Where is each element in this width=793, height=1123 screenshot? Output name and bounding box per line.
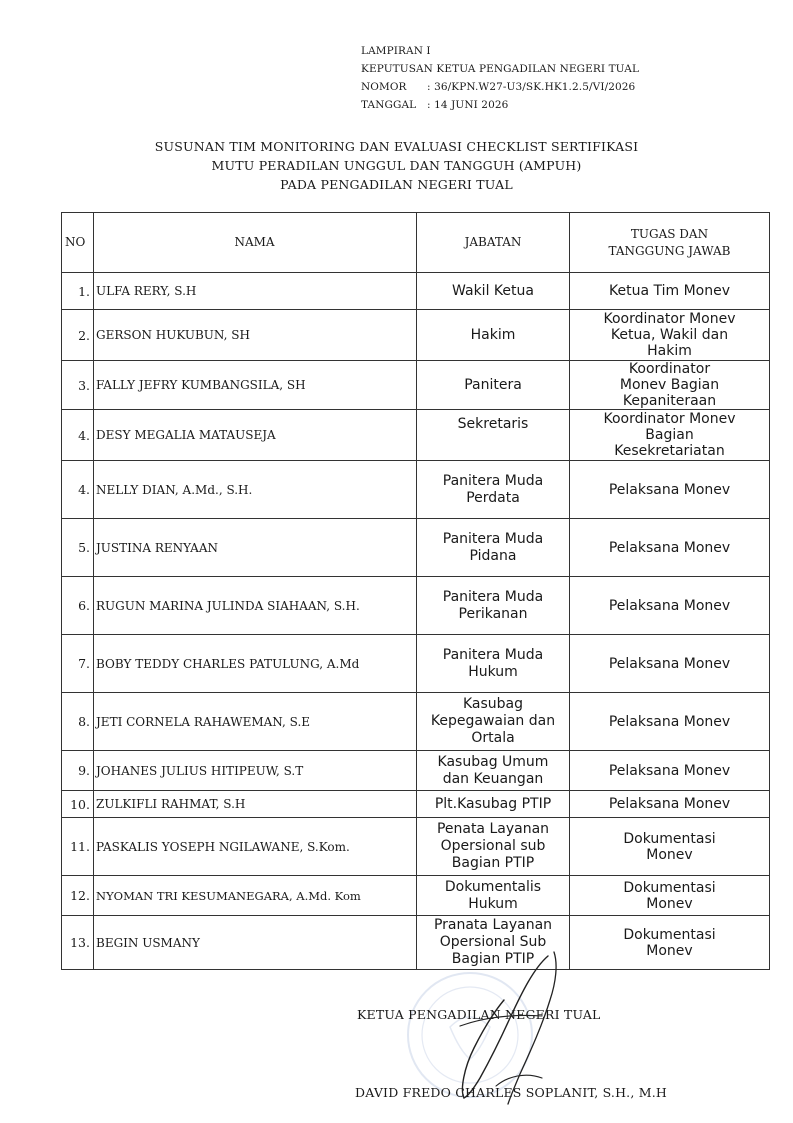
cell-tugas: Pelaksana Monev: [570, 751, 770, 791]
cell-tugas: Pelaksana Monev: [570, 577, 770, 635]
cell-nama: JOHANES JULIUS HITIPEUW, S.T: [94, 751, 417, 791]
table-row: [62, 791, 770, 818]
header-tugas: [570, 213, 770, 273]
cell-no: 6.: [62, 577, 94, 635]
cell-no: 10.: [62, 791, 94, 818]
cell-tugas: Pelaksana Monev: [570, 519, 770, 577]
nomor-label: NOMOR: [361, 81, 407, 93]
cell-no: 3.: [62, 361, 94, 410]
document-title: [0, 137, 793, 194]
cell-no: 7.: [62, 635, 94, 693]
header-no: NO: [62, 213, 94, 273]
cell-jabatan: Penata Layanan Opersional sub Bagian PTIP: [417, 818, 570, 876]
cell-nama: BOBY TEDDY CHARLES PATULUNG, A.Md: [94, 635, 417, 693]
cell-tugas: Ketua Tim Monev: [570, 273, 770, 310]
cell-no: 12.: [62, 876, 94, 916]
header-tugas-text: TUGAS DAN TANGGUNG JAWAB: [608, 226, 731, 258]
keputusan-label: KEPUTUSAN KETUA PENGADILAN NEGERI TUAL: [361, 63, 640, 75]
cell-no: 11.: [62, 818, 94, 876]
table-row: [62, 635, 770, 693]
attachment-header: [361, 42, 639, 114]
table-row: [62, 751, 770, 791]
team-table: [61, 212, 770, 970]
cell-nama: GERSON HUKUBUN, SH: [94, 310, 417, 361]
cell-jabatan: Panitera Muda Hukum: [417, 635, 570, 693]
cell-nama: JETI CORNELA RAHAWEMAN, S.E: [94, 693, 417, 751]
nomor-value: : 36/KPN.W27-U3/SK.HK1.2.5/VI/2026: [427, 81, 636, 93]
cell-nama: FALLY JEFRY KUMBANGSILA, SH: [94, 361, 417, 410]
cell-nama: ULFA RERY, S.H: [94, 273, 417, 310]
cell-nama: RUGUN MARINA JULINDA SIAHAAN, S.H.: [94, 577, 417, 635]
table-row: [62, 693, 770, 751]
cell-jabatan: Dokumentalis Hukum: [417, 876, 570, 916]
cell-jabatan: Kasubag Kepegawaian dan Ortala: [417, 693, 570, 751]
cell-no: 4.: [62, 461, 94, 519]
cell-tugas: Pelaksana Monev: [570, 461, 770, 519]
cell-tugas: Dokumentasi Monev: [570, 818, 770, 876]
cell-nama: DESY MEGALIA MATAUSEJA: [94, 410, 417, 461]
title-line-1: SUSUNAN TIM MONITORING DAN EVALUASI CHECKLIST SERTIFIKASI: [154, 139, 639, 154]
cell-nama: JUSTINA RENYAAN: [94, 519, 417, 577]
cell-no: 1.: [62, 273, 94, 310]
cell-jabatan: Wakil Ketua: [417, 273, 570, 310]
table-header-row: [62, 213, 770, 273]
cell-no: 9.: [62, 751, 94, 791]
cell-nama: ZULKIFLI RAHMAT, S.H: [94, 791, 417, 818]
tanggal-row: [361, 96, 639, 114]
table-row: [62, 361, 770, 410]
cell-jabatan: Pranata Layanan Opersional Sub Bagian PTIP: [417, 916, 570, 970]
cell-tugas: Pelaksana Monev: [570, 693, 770, 751]
cell-jabatan: Sekretaris: [417, 410, 570, 461]
cell-jabatan: Plt.Kasubag PTIP: [417, 791, 570, 818]
header-nama: NAMA: [94, 213, 417, 273]
cell-tugas: Pelaksana Monev: [570, 635, 770, 693]
cell-jabatan: Panitera Muda Perdata: [417, 461, 570, 519]
cell-jabatan: Panitera Muda Pidana: [417, 519, 570, 577]
table-row: [62, 410, 770, 461]
cell-tugas: Dokumentasi Monev: [570, 916, 770, 970]
cell-tugas: Koordinator Monev Bagian Kepaniteraan: [570, 361, 770, 410]
table-row: [62, 818, 770, 876]
handwritten-signature: [430, 948, 580, 1108]
cell-jabatan: Hakim: [417, 310, 570, 361]
cell-tugas: Pelaksana Monev: [570, 791, 770, 818]
cell-nama: NELLY DIAN, A.Md., S.H.: [94, 461, 417, 519]
cell-no: 2.: [62, 310, 94, 361]
signatory-title: KETUA PENGADILAN NEGERI TUAL: [357, 1007, 601, 1022]
table-row: [62, 461, 770, 519]
cell-jabatan: Panitera Muda Perikanan: [417, 577, 570, 635]
tanggal-label: TANGGAL: [361, 99, 417, 111]
table-row: [62, 577, 770, 635]
cell-no: 8.: [62, 693, 94, 751]
cell-nama: NYOMAN TRI KESUMANEGARA, A.Md. Kom: [94, 876, 417, 916]
cell-no: 4.: [62, 410, 94, 461]
table-row: [62, 310, 770, 361]
tanggal-value: : 14 JUNI 2026: [427, 99, 509, 111]
cell-jabatan: Panitera: [417, 361, 570, 410]
table-row: [62, 519, 770, 577]
cell-nama: BEGIN USMANY: [94, 916, 417, 970]
cell-no: 13.: [62, 916, 94, 970]
nomor-row: [361, 78, 639, 96]
table-row: [62, 273, 770, 310]
cell-jabatan: Kasubag Umum dan Keuangan: [417, 751, 570, 791]
cell-no: 5.: [62, 519, 94, 577]
title-line-3: PADA PENGADILAN NEGERI TUAL: [280, 177, 513, 192]
table-row: [62, 876, 770, 916]
cell-tugas: Koordinator Monev Ketua, Wakil dan Hakim: [570, 310, 770, 361]
header-jabatan: JABATAN: [417, 213, 570, 273]
title-line-2: MUTU PERADILAN UNGGUL DAN TANGGUH (AMPUH): [211, 158, 582, 173]
signatory-name: DAVID FREDO CHARLES SOPLANIT, S.H., M.H: [355, 1085, 667, 1100]
cell-nama: PASKALIS YOSEPH NGILAWANE, S.Kom.: [94, 818, 417, 876]
lampiran-label: LAMPIRAN I: [361, 45, 431, 57]
cell-tugas: Dokumentasi Monev: [570, 876, 770, 916]
cell-tugas: Koordinator Monev Bagian Kesekretariatan: [570, 410, 770, 461]
